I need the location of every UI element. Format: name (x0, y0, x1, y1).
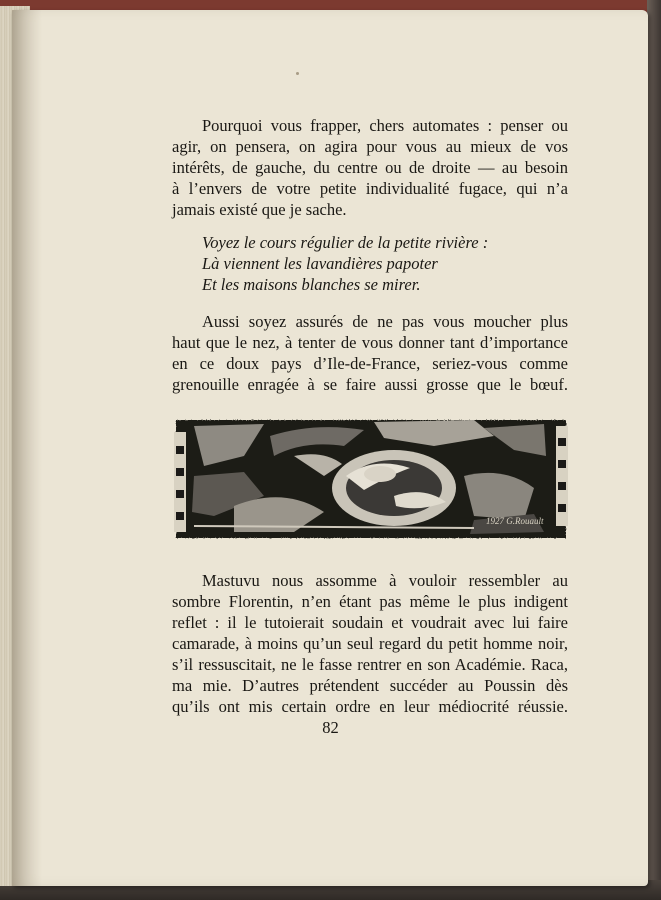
woodcut-illustration (174, 416, 568, 542)
text-line: jamais existé que je sache. (172, 200, 347, 219)
text-line: Pourquoi vous frapper, chers automates : penser ou (202, 116, 568, 135)
verse-line: Là viennent les lavandières papoter (202, 254, 438, 273)
text-line: intérêts, de gauche, du centre ou de droite — au besoin (172, 158, 568, 177)
text-line: agir, on pensera, on agira pour vous au mieux de vos (172, 137, 568, 156)
verse-line: Et les maisons blanches se mirer. (202, 275, 421, 294)
text-line: ma mie. D’autres prétendent succéder au Poussin dès (172, 676, 568, 695)
page-number: 82 (322, 718, 339, 737)
text-line: s’il ressuscitait, ne le fasse rentrer en son Académie. Raca, (172, 655, 568, 674)
text-line: à l’envers de votre petite individualité fugace, qui n’a (172, 179, 568, 198)
text-line: Aussi soyez assurés de ne pas vous moucher plus (202, 312, 568, 331)
text-line: qu’ils ont mis certain ordre en leur médiocrité réussie. (172, 697, 568, 716)
text-line: en ce doux pays d’Ile-de-France, seriez-vous comme (172, 354, 568, 373)
text-line: Mastuvu nous assomme à vouloir ressembler au (202, 571, 568, 590)
background-right (647, 0, 661, 900)
verse-line: Voyez le cours régulier de la petite rivière : (202, 233, 489, 252)
paragraph-2 (172, 311, 568, 395)
paper-speck (296, 72, 299, 75)
text-line: sombre Florentin, n’en étant pas même le plus indigent (172, 592, 568, 611)
illustration-signature: 1927 G.Rouault (486, 516, 544, 526)
text-line: reflet : il le tutoierait soudain et voudrait avec lui faire (172, 613, 568, 632)
text-line: camarade, à moins qu’un seul regard du petit homme noir, (172, 634, 568, 653)
paragraph-3 (172, 570, 568, 717)
text-line: grenouille enragée à se faire aussi grosse que le bœuf. (172, 375, 568, 394)
text-line: haut que le nez, à tenter de vous donner tant d’importance (172, 333, 568, 352)
paragraph-1 (172, 115, 568, 220)
poem-verse (202, 232, 488, 295)
